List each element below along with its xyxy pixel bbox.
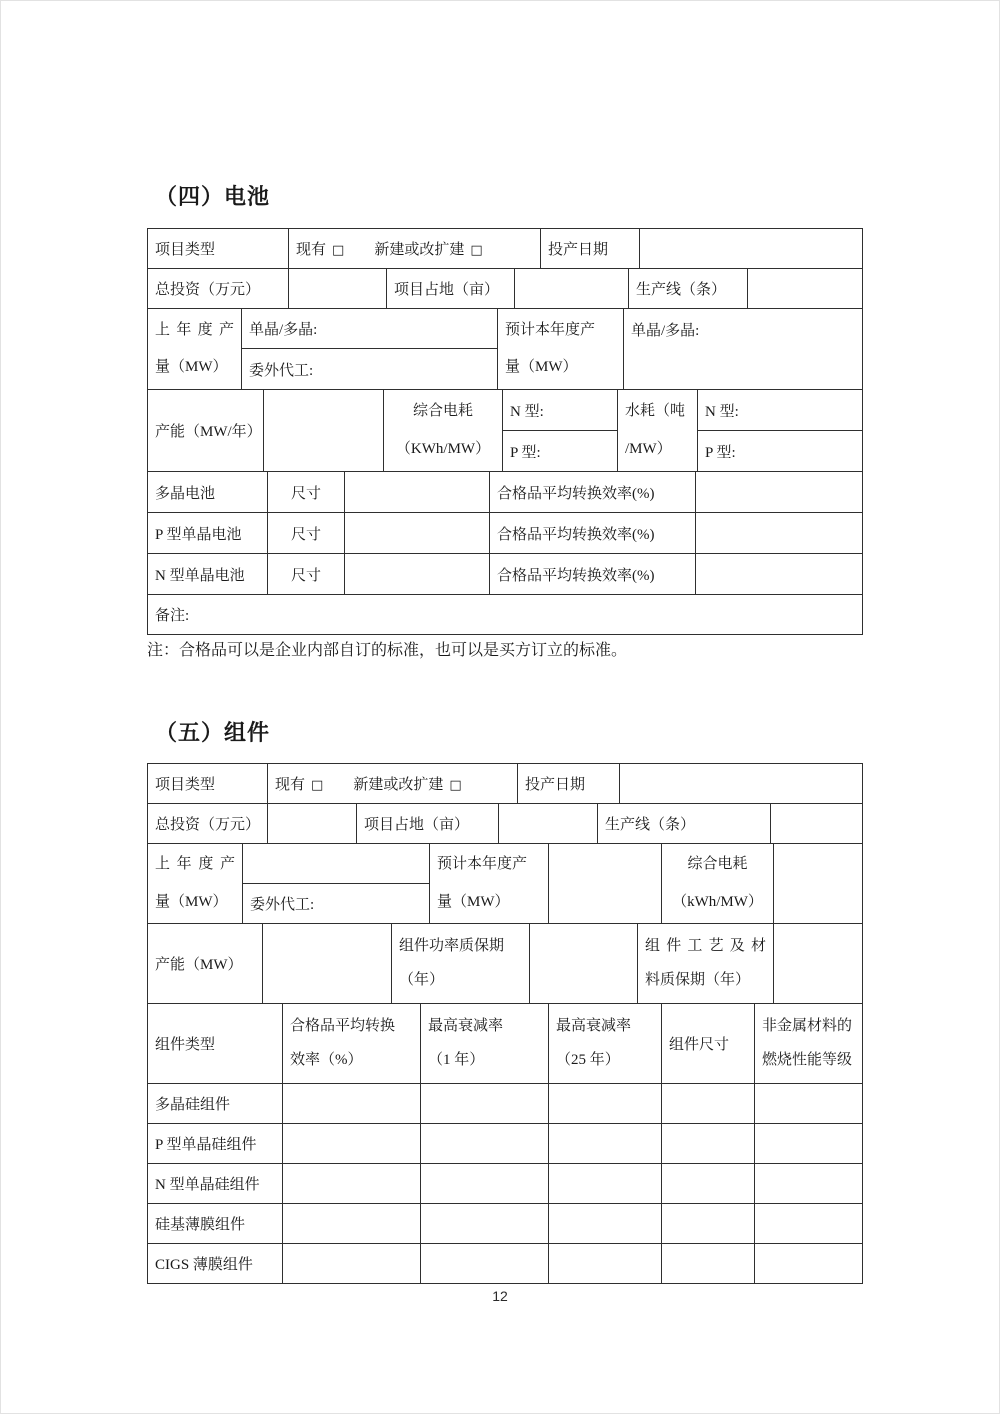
total-investment-input-cell[interactable]: [289, 269, 387, 309]
water-consumption-label: 水耗（吨 /MW）: [618, 390, 698, 472]
efficiency-label: 合格品平均转换效率(%): [490, 472, 696, 513]
module-size-input-cell[interactable]: [662, 1244, 755, 1284]
table-row: [148, 924, 863, 1004]
size-input-cell[interactable]: [345, 472, 490, 513]
degradation-1yr-input-cell[interactable]: [421, 1204, 549, 1244]
battery-table-row-group-4: [147, 389, 863, 472]
land-area-label: 项目占地（亩）: [357, 804, 499, 844]
power-consumption-label: 综合电耗 （kWh/MW）: [662, 844, 774, 924]
module-table-row-group-4: [147, 923, 863, 1004]
fire-rating-header: 非金属材料的 燃烧性能等级: [755, 1004, 863, 1084]
power-p-type-input-cell[interactable]: P 型:: [503, 431, 618, 472]
total-investment-input-cell[interactable]: [268, 804, 357, 844]
efficiency-input-cell[interactable]: [696, 472, 863, 513]
mono-poly-forecast-input-cell[interactable]: 单晶/多晶:: [624, 309, 863, 390]
table-header-row: [148, 1004, 863, 1084]
capacity-label: 产能（MW）: [148, 924, 263, 1004]
table-row: [148, 513, 863, 554]
mono-poly-input-cell[interactable]: 单晶/多晶:: [242, 309, 498, 349]
cell-type-label: N 型单晶电池: [148, 554, 268, 595]
new-or-expand-label: 新建或改扩建: [353, 777, 444, 793]
production-date-label: 投产日期: [518, 764, 620, 804]
efficiency-input-cell[interactable]: [696, 554, 863, 595]
efficiency-input-cell[interactable]: [696, 513, 863, 554]
table-row: [148, 269, 863, 309]
last-year-output-input-cell[interactable]: [243, 844, 430, 884]
module-size-input-cell[interactable]: [662, 1164, 755, 1204]
degradation-1yr-input-cell[interactable]: [421, 1164, 549, 1204]
size-label: 尺寸: [268, 554, 345, 595]
capacity-input-cell[interactable]: [263, 924, 392, 1004]
size-label: 尺寸: [268, 513, 345, 554]
module-table-row-group-1: [147, 763, 863, 804]
module-size-input-cell[interactable]: [662, 1084, 755, 1124]
forecast-output-label: 预计本年度产 量（MW）: [498, 309, 624, 390]
production-lines-input-cell[interactable]: [771, 804, 863, 844]
remark-input-cell[interactable]: [148, 595, 863, 635]
existing-label: 现有: [275, 777, 306, 793]
outsourcing-input-cell[interactable]: 委外代工:: [242, 349, 498, 390]
module-size-input-cell[interactable]: [662, 1204, 755, 1244]
battery-table-row-group-2: [147, 268, 863, 309]
degradation-1yr-input-cell[interactable]: [421, 1244, 549, 1284]
table-row: [148, 1204, 863, 1244]
module-type-header: 组件类型: [148, 1004, 283, 1084]
capacity-label: 产能（MW/年）: [148, 390, 264, 472]
land-area-label: 项目占地（亩）: [387, 269, 515, 309]
section4-title: （四）电池: [155, 184, 271, 209]
project-type-label: 项目类型: [148, 229, 289, 269]
module-type-label: P 型单晶硅组件: [148, 1124, 283, 1164]
remark-label: 备注:: [155, 608, 190, 624]
production-date-label: 投产日期: [541, 229, 640, 269]
production-date-input-cell[interactable]: [620, 764, 863, 804]
battery-table: [147, 228, 862, 635]
table-row: [148, 390, 863, 431]
power-warranty-input-cell[interactable]: [530, 924, 638, 1004]
production-lines-input-cell[interactable]: [748, 269, 863, 309]
power-consumption-label: 综合电耗 （KWh/MW）: [384, 390, 503, 472]
table-row: [148, 472, 863, 513]
table-row: [148, 1244, 863, 1284]
table-row: [148, 1124, 863, 1164]
craft-warranty-label: 组件工艺及材 料质保期（年）: [638, 924, 774, 1004]
degradation-25yr-header: 最高衰减率 （25 年）: [549, 1004, 662, 1084]
last-year-output-label: 上年度产 量（MW）: [148, 309, 242, 390]
table-row: [148, 229, 863, 269]
degradation-25yr-input-cell[interactable]: [549, 1244, 662, 1284]
fire-rating-input-cell[interactable]: [755, 1084, 863, 1124]
battery-table-note: 注：合格品可以是企业内部自订的标准，也可以是买方订立的标准。: [147, 642, 628, 659]
module-table-row-group-2: [147, 803, 863, 844]
new-or-expand-checkbox[interactable]: □: [449, 778, 462, 793]
module-type-label: N 型单晶硅组件: [148, 1164, 283, 1204]
table-row: [148, 1084, 863, 1124]
module-table-row-group-5: [147, 1003, 863, 1284]
section5-title: （五）组件: [155, 720, 271, 745]
efficiency-input-cell[interactable]: [283, 1244, 421, 1284]
production-lines-label: 生产线（条）: [629, 269, 748, 309]
power-consumption-input-cell[interactable]: [774, 844, 863, 924]
cell-type-label: 多晶电池: [148, 472, 268, 513]
module-table: [147, 763, 862, 1284]
forecast-output-input-cell[interactable]: [549, 844, 662, 924]
table-row: [148, 844, 863, 884]
degradation-1yr-header: 最高衰减率 （1 年）: [421, 1004, 549, 1084]
size-input-cell[interactable]: [345, 554, 490, 595]
land-area-input-cell[interactable]: [515, 269, 629, 309]
capacity-input-cell[interactable]: [264, 390, 384, 472]
production-lines-label: 生产线（条）: [598, 804, 771, 844]
table-row: [148, 1164, 863, 1204]
total-investment-label: 总投资（万元）: [148, 269, 289, 309]
degradation-1yr-input-cell[interactable]: [421, 1084, 549, 1124]
module-size-header: 组件尺寸: [662, 1004, 755, 1084]
table-row: [148, 595, 863, 635]
fire-rating-input-cell[interactable]: [755, 1124, 863, 1164]
power-n-type-input-cell[interactable]: N 型:: [503, 390, 618, 431]
battery-table-row-group-1: [147, 228, 863, 269]
efficiency-input-cell[interactable]: [283, 1084, 421, 1124]
efficiency-input-cell[interactable]: [283, 1124, 421, 1164]
page-number: 12: [492, 1288, 508, 1304]
degradation-25yr-input-cell[interactable]: [549, 1204, 662, 1244]
efficiency-input-cell[interactable]: [283, 1204, 421, 1244]
water-p-type-input-cell[interactable]: P 型:: [698, 431, 863, 472]
efficiency-header: 合格品平均转换 效率（%）: [283, 1004, 421, 1084]
fire-rating-input-cell[interactable]: [755, 1244, 863, 1284]
degradation-25yr-input-cell[interactable]: [549, 1124, 662, 1164]
size-label: 尺寸: [268, 472, 345, 513]
fire-rating-input-cell[interactable]: [755, 1204, 863, 1244]
efficiency-label: 合格品平均转换效率(%): [490, 554, 696, 595]
table-row: [148, 764, 863, 804]
production-date-input-cell[interactable]: [640, 229, 863, 269]
craft-warranty-input-cell[interactable]: [774, 924, 863, 1004]
existing-checkbox[interactable]: □: [332, 243, 345, 258]
module-size-input-cell[interactable]: [662, 1124, 755, 1164]
water-n-type-input-cell[interactable]: N 型:: [698, 390, 863, 431]
new-or-expand-checkbox[interactable]: □: [470, 243, 483, 258]
size-input-cell[interactable]: [345, 513, 490, 554]
existing-checkbox[interactable]: □: [311, 778, 324, 793]
efficiency-label: 合格品平均转换效率(%): [490, 513, 696, 554]
project-type-label: 项目类型: [148, 764, 268, 804]
fire-rating-input-cell[interactable]: [755, 1164, 863, 1204]
total-investment-label: 总投资（万元）: [148, 804, 268, 844]
last-year-output-label: 上年度产 量（MW）: [148, 844, 243, 924]
module-table-row-group-3: [147, 843, 863, 924]
forecast-output-label: 预计本年度产 量（MW）: [430, 844, 549, 924]
existing-label: 现有: [296, 242, 327, 258]
battery-table-row-group-5: [147, 471, 863, 595]
battery-table-row-group-3: [147, 308, 863, 390]
table-row: [148, 309, 863, 349]
module-type-label: 硅基薄膜组件: [148, 1204, 283, 1244]
outsourcing-input-cell[interactable]: 委外代工:: [243, 884, 430, 924]
power-warranty-label: 组件功率质保期 （年）: [392, 924, 530, 1004]
table-row: [148, 554, 863, 595]
new-or-expand-label: 新建或改扩建: [374, 242, 465, 258]
project-type-options-cell: [268, 764, 518, 804]
project-type-options-cell: [289, 229, 541, 269]
degradation-25yr-input-cell[interactable]: [549, 1164, 662, 1204]
degradation-25yr-input-cell[interactable]: [549, 1084, 662, 1124]
module-type-label: CIGS 薄膜组件: [148, 1244, 283, 1284]
module-type-label: 多晶硅组件: [148, 1084, 283, 1124]
cell-type-label: P 型单晶电池: [148, 513, 268, 554]
battery-table-row-group-6: [147, 594, 863, 635]
table-row: [148, 804, 863, 844]
efficiency-input-cell[interactable]: [283, 1164, 421, 1204]
degradation-1yr-input-cell[interactable]: [421, 1124, 549, 1164]
land-area-input-cell[interactable]: [499, 804, 598, 844]
